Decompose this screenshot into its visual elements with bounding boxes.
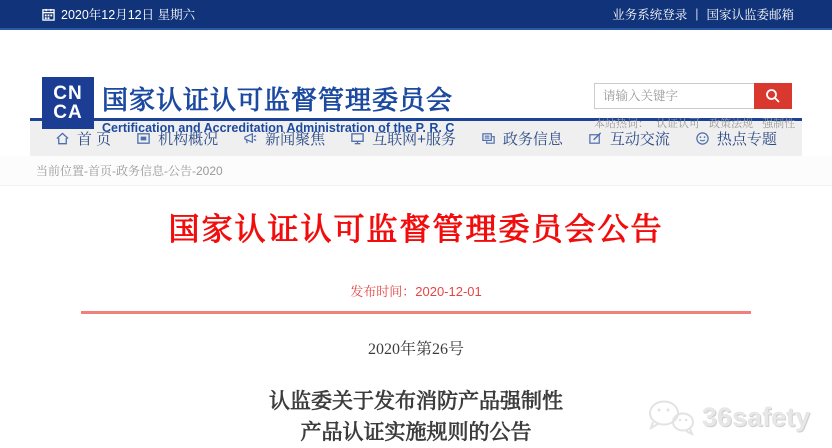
topbar-links xyxy=(612,5,794,23)
hot-topics-icon xyxy=(695,131,710,146)
nav-item-gov-info[interactable] xyxy=(481,128,563,149)
interact-edit-icon xyxy=(588,131,603,146)
top-utility-bar xyxy=(0,0,832,30)
nav-item-hot-topics[interactable] xyxy=(695,128,777,149)
nav-label: 首 页 xyxy=(76,131,112,148)
search-icon xyxy=(765,88,781,104)
nav-label: 互动交流 xyxy=(609,131,670,148)
search-input[interactable] xyxy=(594,83,754,109)
calendar-icon xyxy=(42,8,55,21)
hot-word-link[interactable]: 认证认可 xyxy=(656,118,701,130)
nav-label: 新闻聚焦 xyxy=(265,131,326,148)
breadcrumb-text[interactable]: 当前位置-首页-政务信息-公告-2020 xyxy=(36,164,223,178)
watermark-text: 36safety xyxy=(701,401,810,432)
date-display xyxy=(42,5,195,23)
document-subtitle xyxy=(81,386,751,448)
title-divider-rule xyxy=(81,311,751,314)
business-system-login-link[interactable]: 业务系统登录 xyxy=(612,8,688,22)
nav-label: 互联网+服务 xyxy=(372,131,456,148)
document-number: 2020年第26号 xyxy=(367,341,464,358)
gov-info-icon xyxy=(481,131,496,146)
document-subtitle-line2: 产品认证实施规则的公告 xyxy=(300,421,532,444)
site-title: 国家认证认可监督管理委员会 xyxy=(102,85,454,115)
publish-date-value: 2020-12-01 xyxy=(415,284,482,299)
nav-label: 政务信息 xyxy=(502,131,563,148)
logo-text-bottom: CA xyxy=(53,102,83,123)
current-date: 2020年12月12日 星期六 xyxy=(61,8,196,22)
nav-item-interact[interactable] xyxy=(588,128,670,149)
search-button[interactable] xyxy=(754,83,792,109)
cnca-mailbox-link[interactable]: 国家认监委邮箱 xyxy=(706,8,794,22)
publish-date-row xyxy=(81,281,751,300)
announcement-article xyxy=(81,186,751,448)
logo-text-top: CN xyxy=(53,83,83,104)
hot-word-link[interactable]: 强制性 xyxy=(762,118,796,130)
publish-date-label: 发布时间： xyxy=(350,284,416,299)
nav-label: 机构概况 xyxy=(158,131,219,148)
document-subtitle-line1: 认监委关于发布消防产品强制性 xyxy=(269,390,563,413)
hot-words-row xyxy=(594,115,794,131)
cnca-logo[interactable] xyxy=(42,77,94,129)
search-area xyxy=(594,83,794,131)
topbar-link-divider: | xyxy=(695,7,699,21)
nav-label: 热点专题 xyxy=(716,131,777,148)
announcement-title: 国家认证认可监督管理委员会公告 xyxy=(168,212,664,247)
site-subtitle: Certification and Accreditation Administration of the P. R. C xyxy=(102,121,455,135)
site-header xyxy=(0,30,832,135)
hot-words-label: 本站热词： xyxy=(594,118,649,130)
hot-word-link[interactable]: 政策法规 xyxy=(709,118,754,130)
site-title-block xyxy=(102,80,454,135)
breadcrumb xyxy=(0,156,832,186)
home-icon xyxy=(55,131,70,146)
